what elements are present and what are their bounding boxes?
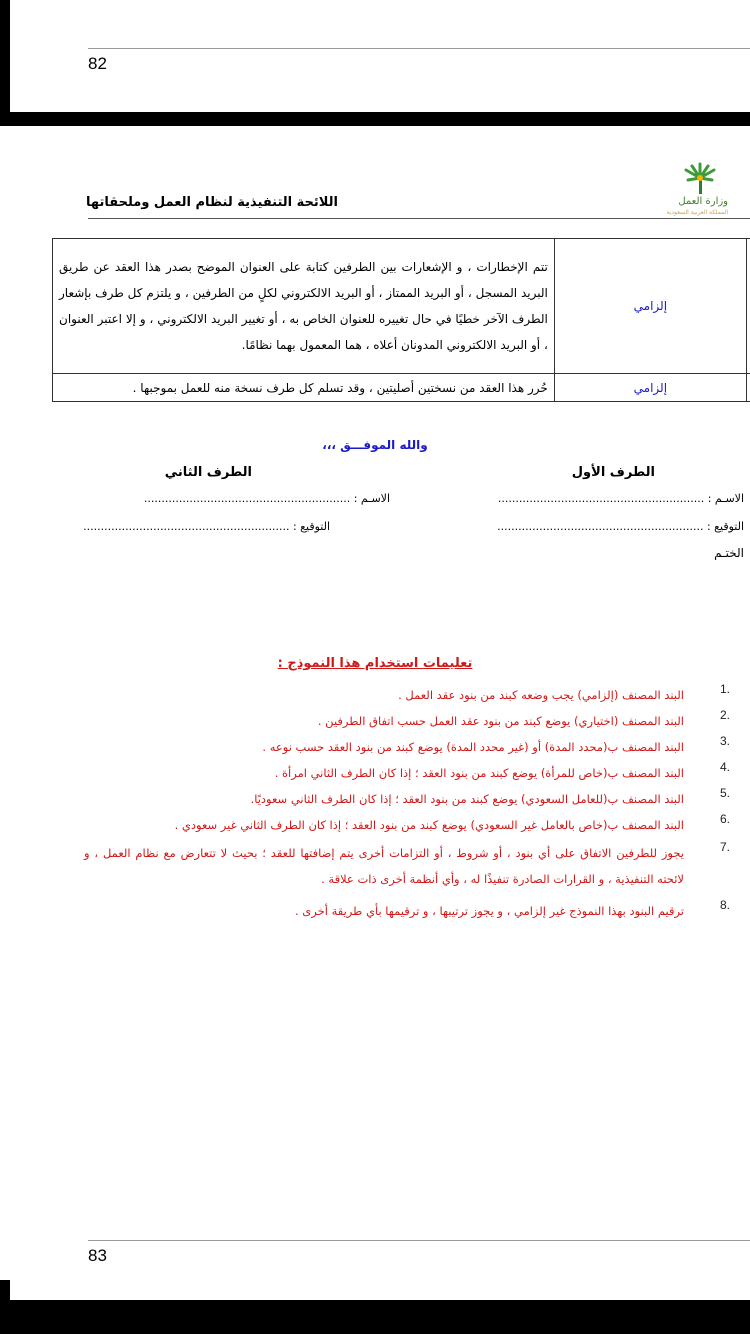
page-top-rule [88, 48, 750, 49]
item-number: .7 [719, 840, 730, 854]
item-text: البند المصنف ب(محدد المدة) أو (غير محدد المدة) يوضع كبند من بنود العقد حسب نوعه . [262, 740, 684, 754]
clause-text: تتم الإخطارات ، و الإشعارات بين الطرفين كتابة على العنوان الموضح بصدر هذا العقد عن طريق البريد المسجل ، أو البريد الممتاز ، أو البريد الالكتروني لكلٍ من الطرفين ، و يلتزم كل طرف بإشعار الطرف الآخر خطيًا في حال تغييره للعنوان الخاص به ، أو تغيير البريد الالكتروني ، و إلا اعتبر العنوان ، أو البريد الالكتروني المدونان أعلاه ، هما المعمول بهما نظامًا. [53, 239, 555, 374]
item-text: البند المصنف ب(للعامل السعودي) يوضع كبند من بنود العقد ؛ إذا كان الطرف الثاني سعوديًا. [250, 792, 684, 806]
logo-caption: وزارة العمل [678, 196, 728, 207]
page-number-bottom: 83 [88, 1246, 107, 1265]
item-number: .5 [719, 786, 730, 800]
first-party-name-line [498, 492, 744, 505]
item-number: .6 [719, 812, 730, 826]
page-edge [0, 0, 10, 112]
name-dots: ........................................................... [143, 492, 351, 505]
signature-dots: ........................................................... [497, 520, 704, 533]
clause-number-cell [746, 374, 750, 402]
clause-text: حُرر هذا العقد من نسختين أصليتين ، وقد تسلم كل طرف نسخة منه للعمل بموجبها . [53, 374, 555, 402]
item-number: .4 [719, 760, 730, 774]
item-text: البند المصنف ب(خاص للمرأة) يوضع كبند من بنود العقد ؛ إذا كان الطرف الثاني امرأة . [274, 766, 684, 780]
palm-tree-icon [666, 160, 736, 216]
first-party-title: الطرف الأول [571, 465, 655, 480]
item-number: .2 [719, 708, 730, 722]
item-number: .8 [719, 898, 730, 912]
name-dots: ........................................................... [497, 492, 705, 505]
signature-label: التوقيع : [706, 520, 744, 533]
item-text: يجوز للطرفين الاتفاق على أي بنود ، أو شروط ، أو التزامات أخرى يتم إضافتها للعقد ؛ بحيث لا تتعارض مع نظام العمل ، و لائحته التنفيذية ، و القرارات الصادرة تنفيذًا له ، وأي أنظمة أخرى ذات علاقة . [84, 846, 684, 886]
name-label: الاسـم : [707, 492, 744, 505]
signature-dots: ........................................................... [83, 520, 290, 533]
closing-phrase: والله الموفـــق ،،، [322, 438, 428, 452]
item-text: ترقيم البنود بهذا النموذج غير إلزامي ، و يجوز ترتيبها ، و ترقيمها بأي طريقة أخرى . [294, 904, 684, 918]
table-row [53, 374, 750, 402]
item-text: البند المصنف (اختياري) يوضع كبند من بنود عقد العمل حسب اتفاق الطرفين . [317, 714, 684, 728]
first-party-stamp-label: الختـم [714, 546, 744, 560]
page-separator-bottom [0, 1300, 750, 1334]
clause-type: إلزامي [554, 239, 746, 374]
signature-label: التوقيع : [292, 520, 330, 533]
page-bottom-rule [88, 1240, 750, 1241]
header-rule [88, 218, 750, 219]
page-edge-bottom [0, 1280, 10, 1300]
page-number-top: 82 [88, 54, 107, 73]
item-number: .1 [719, 682, 730, 696]
document-header-title: اللائحة التنفيذية لنظام العمل وملحقاتها [86, 195, 338, 210]
instructions-title: تعليمات استخدام هذا النموذج : [277, 656, 473, 671]
second-party-signature-line [83, 520, 330, 533]
clause-type: إلزامي [554, 374, 746, 402]
logo-subcaption: المملكة العربية السعودية [666, 209, 728, 216]
first-party-signature-line [497, 520, 744, 533]
item-text: البند المصنف (إلزامي) يجب وضعه كبند من بنود عقد العمل . [398, 688, 684, 702]
item-text: البند المصنف ب(خاص بالعامل غير السعودي) يوضع كبند من بنود العقد ؛ إذا كان الطرف الثاني غير سعودي . [174, 818, 684, 832]
table-row [53, 239, 750, 374]
item-number: .3 [719, 734, 730, 748]
clause-number-cell [746, 239, 750, 374]
name-label: الاسـم : [353, 492, 390, 505]
second-party-title: الطرف الثاني [164, 465, 252, 480]
clauses-table [52, 238, 750, 402]
ministry-logo [666, 160, 736, 216]
page-separator [0, 112, 750, 126]
second-party-name-line [144, 492, 390, 505]
